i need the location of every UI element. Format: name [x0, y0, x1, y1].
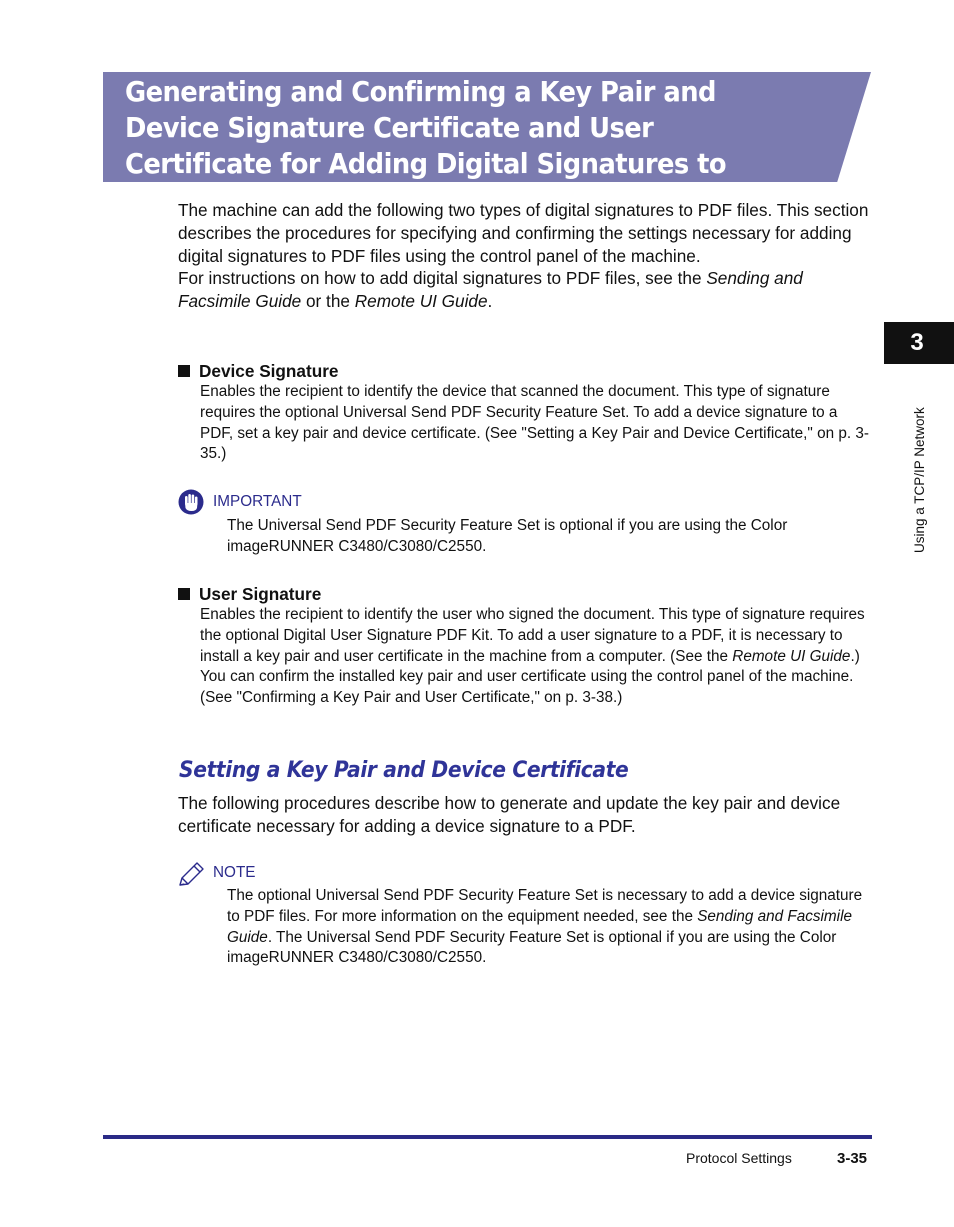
section-intro: The following procedures describe how to generate and update the key pair and device certificate necessary for adding a device signature to a PDF.: [178, 793, 841, 836]
user-signature-text-before: Enables the recipient to identify the user who signed the document. This type of signature requires the optional Digital User Signature PDF Kit. To add a user signature to a PDF, it is necessary to install a key pair and user certificate in the machine from a computer. (See the: [200, 606, 865, 665]
remote-ui-guide-ref: Remote UI Guide: [732, 647, 851, 665]
note-text: [227, 886, 872, 969]
footer-section-name: Protocol Settings: [686, 1150, 792, 1166]
note-text-before: The optional Universal Send PDF Security Feature Set is necessary to add a device signature to PDF files. For more information on the equipment needed, see the: [227, 887, 863, 925]
note-label: NOTE: [213, 864, 256, 881]
sending-facsimile-guide-ref: Sending and Facsimile Guide: [178, 268, 803, 312]
device-signature-heading-text: Device Signature: [199, 361, 339, 381]
footer-page-number: 3-35: [837, 1150, 868, 1167]
section-heading: Setting a Key Pair and Device Certificate: [179, 757, 629, 783]
intro-paragraph-1: The machine can add the following two types of digital signatures to PDF files. This section describes the procedures for specifying and confirming the settings necessary for adding digital signatures to PDF files using the control panel of the machine.: [178, 200, 869, 266]
hand-stop-icon: [177, 488, 205, 516]
user-signature-heading-text: User Signature: [199, 584, 322, 604]
page-title: Generating and Confirming a Key Pair and Device Signature Certificate and User Certificate for Adding Digital Signatures to PDF Files: [125, 75, 727, 216]
chapter-number-tab: 3: [884, 322, 954, 364]
user-signature-heading: [178, 583, 321, 605]
device-signature-heading: [178, 360, 338, 382]
important-text: The Universal Send PDF Security Feature Set is optional if you are using the Color imageRUNNER C3480/C3080/C2550.: [227, 517, 788, 555]
remote-ui-guide-ref: Remote UI Guide: [354, 291, 488, 312]
intro-text: [178, 199, 878, 313]
note-text-after: . The Universal Send PDF Security Feature Set is optional if you are using the Color imageRUNNER C3480/C3080/C2550.: [227, 928, 837, 967]
user-signature-text-after: .) You can confirm the installed key pair and user certificate using the control panel of the machine. (See "Confirming a Key Pair and User Certificate," on p. 3-38.): [200, 647, 860, 707]
intro-p2-end: .: [487, 291, 493, 312]
square-bullet-icon: [178, 365, 190, 377]
sending-facsimile-guide-ref: Sending and Facsimile Guide: [227, 907, 852, 946]
footer-rule: [103, 1135, 872, 1139]
intro-p2-before: For instructions on how to add digital signatures to PDF files, see the: [178, 268, 707, 289]
user-signature-text: [200, 605, 872, 709]
pencil-icon: [177, 860, 207, 888]
intro-p2-middle: or the: [301, 291, 355, 312]
device-signature-text: Enables the recipient to identify the device that scanned the document. This type of signature requires the optional Universal Send PDF Security Feature Set. To add a device signature to a PDF, set a key pair and device certificate. (See "Setting a Key Pair and Device Certificate," on p. 3-35.): [200, 383, 869, 463]
square-bullet-icon: [178, 588, 190, 600]
intro-paragraph-2: [178, 267, 878, 313]
chapter-label: Using a TCP/IP Network: [912, 407, 927, 553]
important-label: IMPORTANT: [213, 493, 302, 510]
